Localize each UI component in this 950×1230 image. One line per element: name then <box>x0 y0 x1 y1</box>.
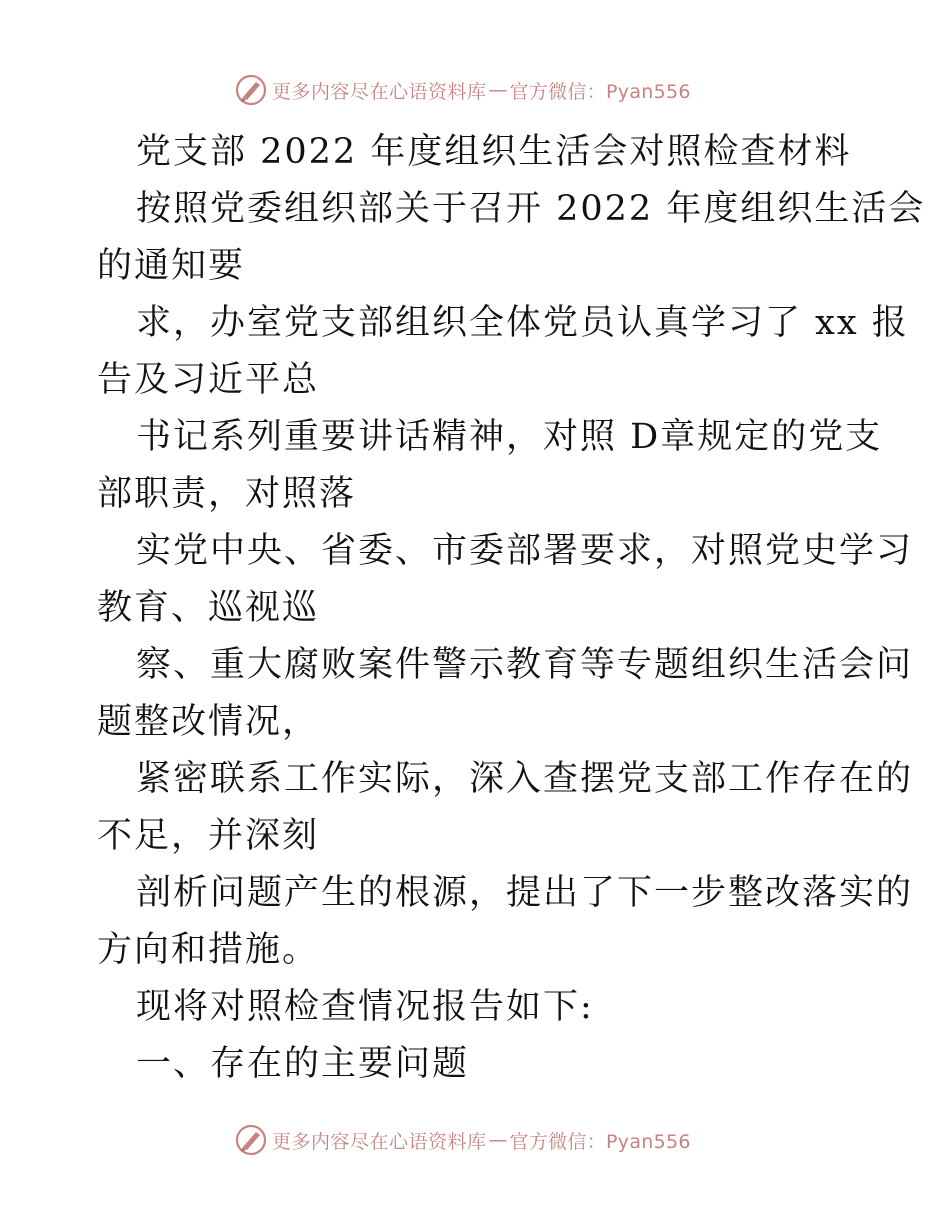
paragraph-line: 按照党委组织部关于召开 2022 年度组织生活会 <box>136 189 926 229</box>
paragraph-line: 的通知要 <box>97 246 246 286</box>
watermark-contact: 官方微信：Pyan556 <box>509 80 691 103</box>
section-heading: 一、存在的主要问题 <box>136 1044 470 1084</box>
paragraph-line: 察、重大腐败案件警示教育等专题组织生活会问 <box>136 645 914 685</box>
document-title: 党支部 2022 年度组织生活会对照检查材料 <box>136 132 852 172</box>
paragraph-line: 题整改情况， <box>97 702 320 742</box>
paragraph-line: 求，办室党支部组织全体党员认真学习了 xx 报 <box>136 303 909 343</box>
watermark-header <box>234 72 691 108</box>
paragraph-line: 书记系列重要讲话精神，对照 D章规定的党支 <box>136 417 883 457</box>
paragraph-line: 紧密联系工作实际，深入查摆党支部工作存在的 <box>136 759 914 799</box>
watermark-text: 更多内容尽在心语资料库 <box>272 80 487 103</box>
paragraph-line: 教育、巡视巡 <box>97 588 320 628</box>
paragraph-line: 部职责，对照落 <box>97 474 357 514</box>
watermark-text: 更多内容尽在心语资料库 <box>272 1130 487 1153</box>
document-body <box>97 124 926 1093</box>
pen-logo-icon <box>234 73 268 107</box>
paragraph-line: 现将对照检查情况报告如下: <box>136 987 594 1027</box>
paragraph-line: 实党中央、省委、市委部署要求，对照党史学习 <box>136 531 914 571</box>
paragraph-line: 不足，并深刻 <box>97 816 320 856</box>
watermark-contact: 官方微信：Pyan556 <box>509 1130 691 1153</box>
watermark-footer <box>234 1122 691 1158</box>
pen-logo-icon <box>234 1123 268 1157</box>
watermark-separator: — <box>488 79 508 101</box>
watermark-separator: — <box>488 1129 508 1151</box>
paragraph-line: 告及习近平总 <box>97 360 320 400</box>
paragraph-line: 剖析问题产生的根源，提出了下一步整改落实的 <box>136 873 914 913</box>
paragraph-line: 方向和措施。 <box>97 930 320 970</box>
